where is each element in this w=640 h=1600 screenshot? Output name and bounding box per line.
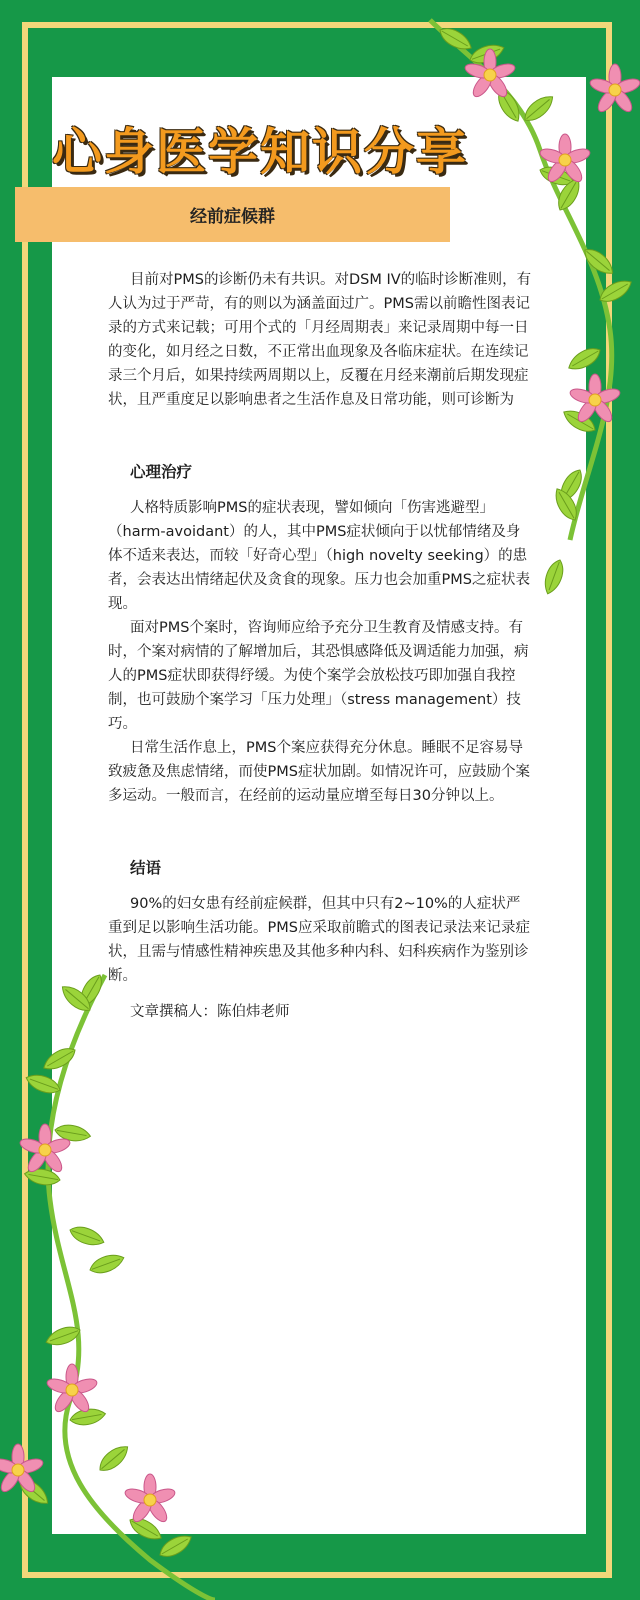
therapy-paragraph: 面对PMS个案时，咨询师应给予充分卫生教育及情感支持。有时，个案对病情的了解增加后，其恐惧感降低及调适能力加强，病人的PMS症状即获得纾缓。为使个案学会放松技巧即加强自我控制，也可鼓励个案学习「压力处理」（stress management）技巧。	[108, 620, 529, 732]
intro-paragraph: 目前对PMS的诊断仍未有共识。对DSM IV的临时诊断准则，有人认为过于严苛，有的则以为涵盖面过广。PMS需以前瞻性图表记录的方式来记载；可用个式的「月经周期表」来记录周期中每一日的变化，如月经之日数，不正常出血现象及各临床症状。在连续记录三个月后，如果持续两周期以上，反覆在月经来潮前后期发现症状，且严重度足以影响患者之生活作息及日常功能，则可诊断为	[108, 272, 532, 408]
conclusion-heading: 结语	[130, 859, 162, 877]
subtitle-text: 经前症候群	[190, 207, 275, 227]
article-body	[108, 268, 534, 1024]
therapy-paragraph: 人格特质影响PMS的症状表现，譬如倾向「伤害逃避型」（harm-avoidant）的人，其中PMS症状倾向于以忧郁情绪及身体不适来表达，而较「好奇心型」（high novelty seeking）的患者，会表达出情绪起伏及贪食的现象。压力也会加重PMS之症状表现。	[108, 500, 530, 612]
page-title: 心身医学知识分享	[52, 123, 468, 181]
author-credit: 文章撰稿人：陈伯炜老师	[130, 1004, 290, 1020]
subtitle-banner	[15, 187, 450, 242]
conclusion-paragraph: 90%的妇女患有经前症候群，但其中只有2~10%的人症状严重到足以影响生活功能。PMS应采取前瞻式的图表记录法来记录症状，且需与情感性精神疾患及其他多种内科、妇科疾病作为鉴别诊断。	[108, 896, 530, 984]
therapy-paragraph: 日常生活作息上，PMS个案应获得充分休息。睡眠不足容易导致疲惫及焦虑情绪，而使PMS症状加剧。如情况许可，应鼓励个案多运动。一般而言，在经前的运动量应增至每日30分钟以上。	[108, 740, 530, 804]
therapy-heading: 心理治疗	[130, 463, 193, 481]
